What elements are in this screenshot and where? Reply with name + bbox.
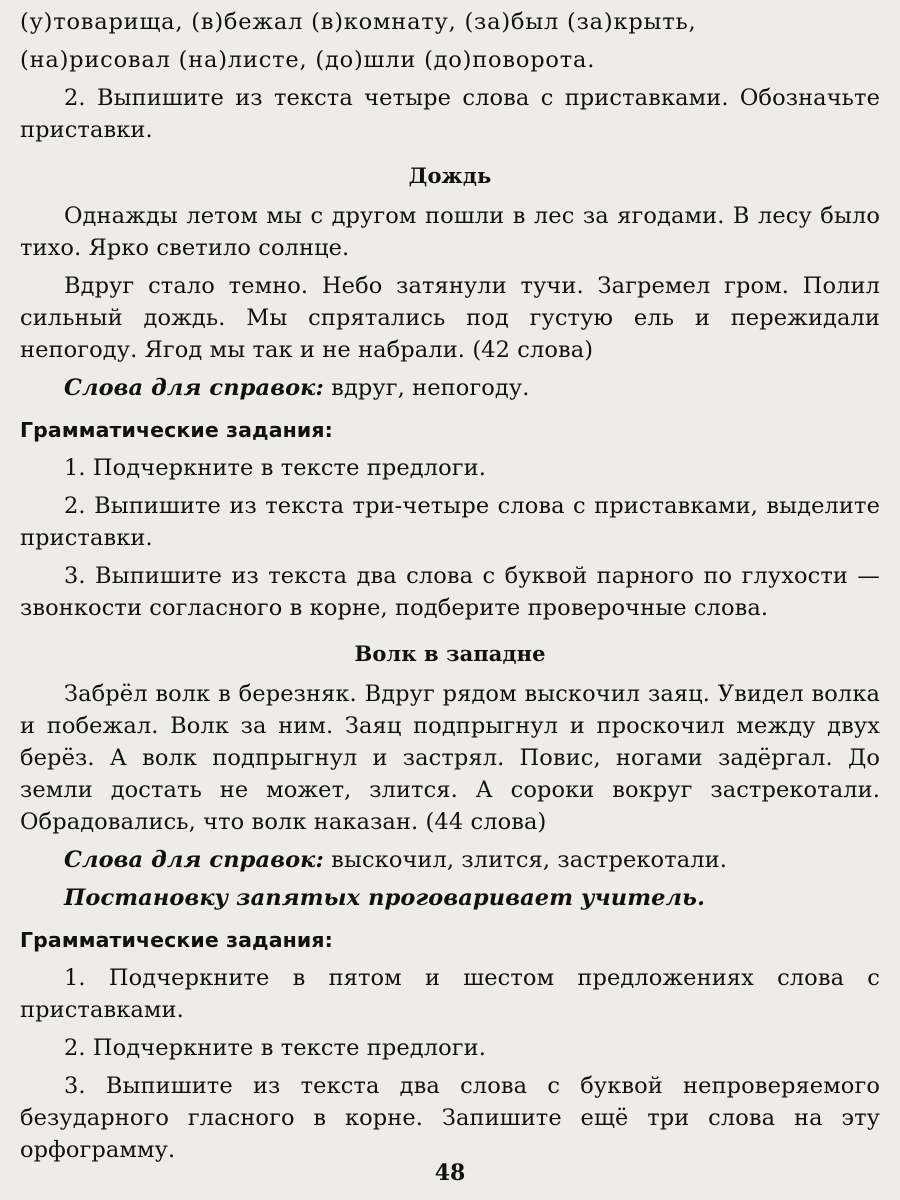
teacher-note: Постановку запятых проговаривает учитель. <box>64 885 705 911</box>
dictation-title-rain: Дождь <box>408 163 492 188</box>
page-content <box>20 6 880 1172</box>
wolf-task-1: 1. Подчеркните в пятом и шестом предложениях слова с приставками. <box>20 965 880 1023</box>
rain-paragraph-1: Однажды летом мы с другом пошли в лес за ягодами. В лесу было тихо. Ярко светило солнце. <box>20 203 880 261</box>
rain-paragraph-2: Вдруг стало темно. Небо затянули тучи. Загремел гром. Полил сильный дождь. Мы спрятались под густую ель и пережидали непогоду. Ягод мы так и не набрали. (42 слова) <box>20 273 880 363</box>
reference-words: вдруг, непогоду. <box>323 375 530 401</box>
wolf-paragraph-1: Забрёл волк в березняк. Вдруг рядом выскочил заяц. Увидел волка и побежал. Волк за ним. Заяц подпрыгнул и проскочил между двух берёз. А волк подпрыгнул и застрял. Повис, ногами задёргал. До земли достать не может, злится. А сороки вокруг застрекотали. Обрадовались, что волк наказан. (44 слова) <box>20 681 880 835</box>
reference-label: Слова для справок: <box>64 375 324 401</box>
wolf-reference-words <box>20 844 880 876</box>
rain-task-3: 3. Выпишите из текста два слова с буквой парного по глухости — звонкости согласного в корне, подберите проверочные слова. <box>20 563 880 621</box>
rain-task-2: 2. Выпишите из текста три-четыре слова с приставками, выделите приставки. <box>20 493 880 551</box>
exercise-task-2: 2. Выпишите из текста четыре слова с приставками. Обозначьте приставки. <box>20 85 880 143</box>
rain-reference-words <box>20 372 880 404</box>
rain-grammar-heading: Грамматические задания: <box>20 418 333 442</box>
exercise-line-1: (у)товарища, (в)бежал (в)комнату, (за)был (за)крыть, <box>20 9 697 35</box>
rain-task-1: 1. Подчеркните в тексте предлоги. <box>64 455 487 481</box>
page-number: 48 <box>434 1160 466 1186</box>
wolf-task-3: 3. Выпишите из текста два слова с буквой непроверяемого безударного гласного в корне. Запишите ещё три слова на эту орфограмму. <box>20 1073 880 1163</box>
dictation-title-wolf: Волк в западне <box>354 641 546 666</box>
reference-words: выскочил, злится, застрекотали. <box>323 847 728 873</box>
reference-label: Слова для справок: <box>64 847 324 873</box>
exercise-line-2: (на)рисовал (на)листе, (до)шли (до)поворота. <box>20 47 596 73</box>
wolf-task-2: 2. Подчеркните в тексте предлоги. <box>64 1035 487 1061</box>
wolf-grammar-heading: Грамматические задания: <box>20 928 333 952</box>
